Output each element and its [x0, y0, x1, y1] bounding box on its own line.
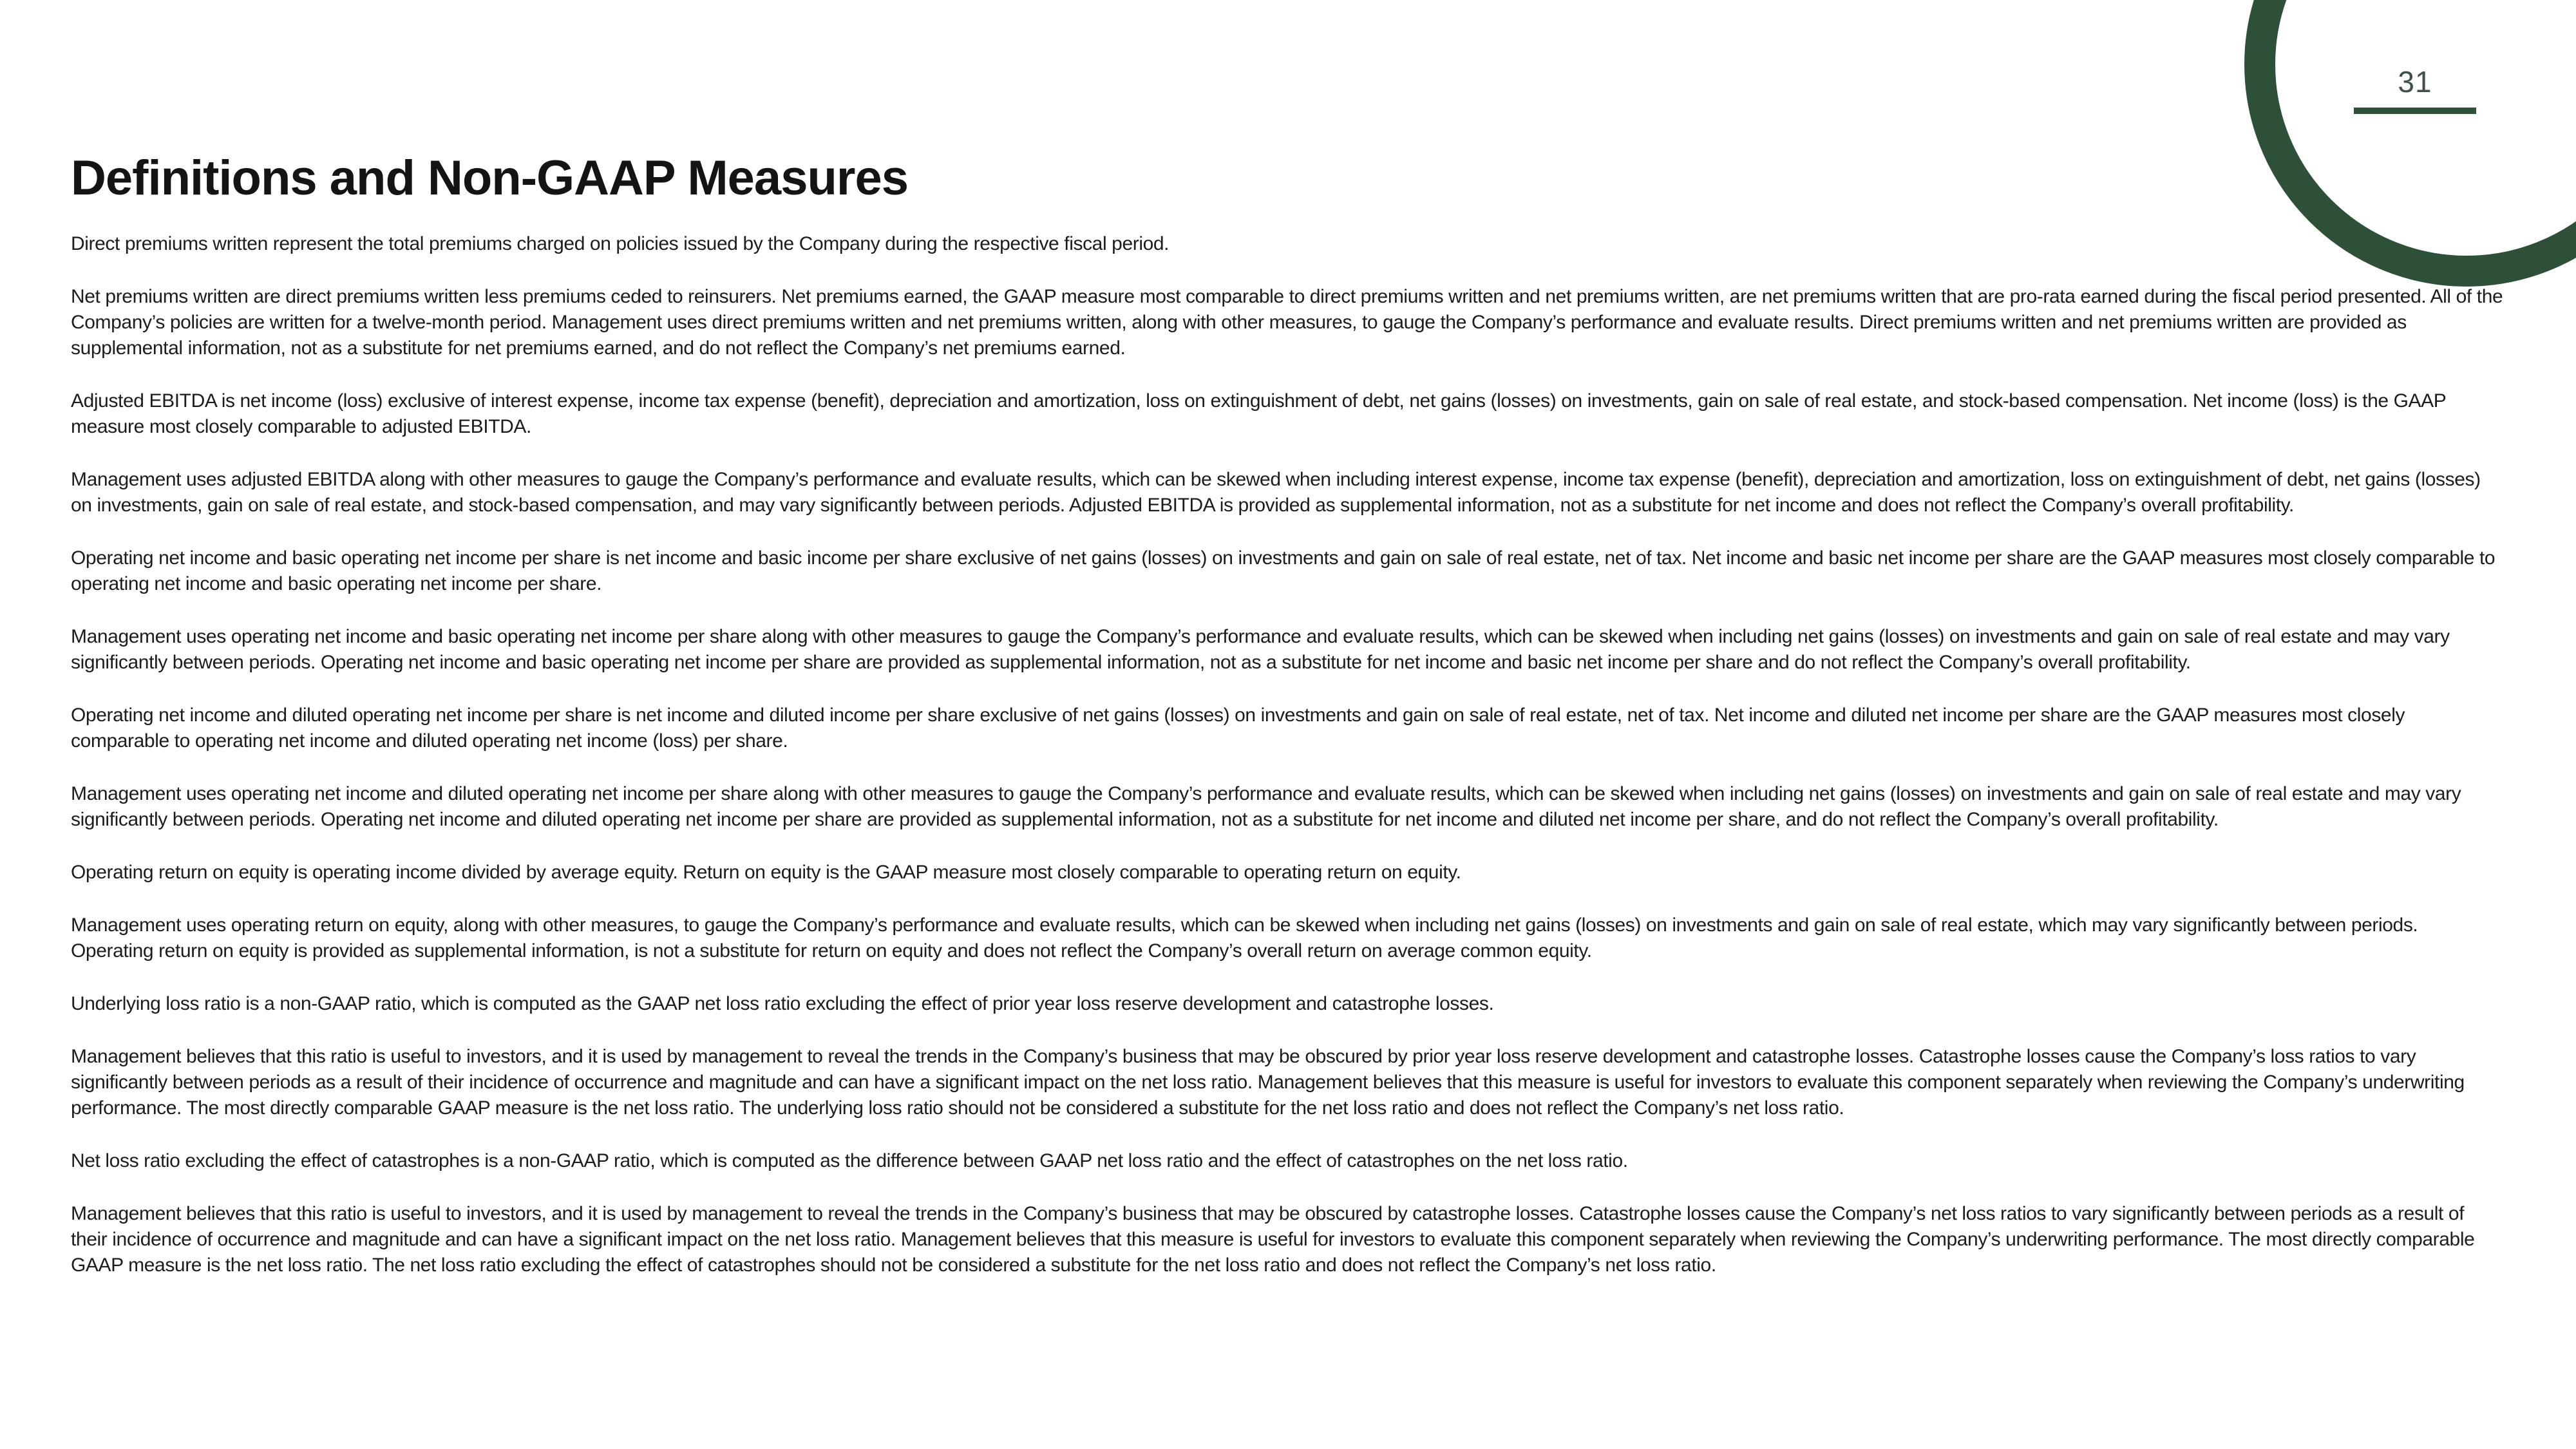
content-column — [71, 0, 2505, 1305]
page-title: Definitions and Non-GAAP Measures — [71, 151, 909, 205]
definition-paragraph-direct-premiums: Direct premiums written represent the total premiums charged on policies issued by the Company during the respective fiscal period. — [71, 233, 1170, 254]
definition-paragraph-basic-operating-income: Operating net income and basic operating net income per share is net income and basic income per share exclusive of net gains (losses) on investments and gain on sale of real estate, net of tax. Net income and basic net income per share are the GAAP measures most closely comparable to operating net income and basic operating net income per share. — [71, 547, 2496, 594]
definition-paragraph-net-loss-ratio-ex-cat-use: Management believes that this ratio is useful to investors, and it is used by management to reveal the trends in the Company’s business that may be obscured by catastrophe losses. Catastrophe losses cause the Company’s net loss ratios to vary significantly between periods as a result of their incidence of occurrence and magnitude and can have a significant impact on the net loss ratio. Management believes that this measure is useful for investors to evaluate this component separately when reviewing the Company’s underwriting performance. The most directly comparable GAAP measure is the net loss ratio. The net loss ratio excluding the effect of catastrophes should not be considered a substitute for the net loss ratio and does not reflect the Company’s net loss ratio. — [71, 1203, 2475, 1276]
definition-paragraph-adjusted-ebitda-use: Management uses adjusted EBITDA along with other measures to gauge the Company’s performance and evaluate results, which can be skewed when including interest expense, income tax expense (benefit), depreciation and amortization, loss on extinguishment of debt, net gains (losses) on investments, gain on sale of real estate, and stock-based compensation, and may vary significantly between periods. Adjusted EBITDA is provided as supplemental information, not as a substitute for net income and does not reflect the Company’s overall profitability. — [71, 469, 2481, 516]
page-number: 31 — [2398, 65, 2432, 99]
definition-paragraph-diluted-operating-income-use: Management uses operating net income and diluted operating net income per share along with other measures to gauge the Company’s performance and evaluate results, which can be skewed when including net gains (losses) on investments and gain on sale of real estate and may vary significantly between periods. Operating net income and diluted operating net income per share are provided as supplemental information, not as a substitute for net income and diluted net income per share, and do not reflect the Company’s overall profitability. — [71, 783, 2461, 830]
definition-paragraph-net-loss-ratio-ex-cat: Net loss ratio excluding the effect of catastrophes is a non-GAAP ratio, which is computed as the difference between GAAP net loss ratio and the effect of catastrophes on the net loss ratio. — [71, 1150, 1628, 1171]
definition-paragraph-operating-roe-use: Management uses operating return on equity, along with other measures, to gauge the Company’s performance and evaluate results, which can be skewed when including net gains (losses) on investments and gain on sale of real estate, which may vary significantly between periods. Operating return on equity is provided as supplemental information, is not a substitute for return on equity and does not reflect the Company’s overall return on average common equity. — [71, 914, 2418, 961]
definition-paragraph-diluted-operating-income: Operating net income and diluted operating net income per share is net income and diluted income per share exclusive of net gains (losses) on investments and gain on sale of real estate, net of tax. Net income and diluted net income per share are the GAAP measures most closely comparable to operating net income and diluted operating net income (loss) per share. — [71, 705, 2405, 752]
definition-paragraph-underlying-loss-ratio-use: Management believes that this ratio is useful to investors, and it is used by management to reveal the trends in the Company’s business that may be obscured by prior year loss reserve development and catastrophe losses. Catastrophe losses cause the Company’s loss ratios to vary significantly between periods as a result of their incidence of occurrence and magnitude and can have a significant impact on the net loss ratio. Management believes that this measure is useful for investors to evaluate this component separately when reviewing the Company’s underwriting performance. The most directly comparable GAAP measure is the net loss ratio. The underlying loss ratio should not be considered a substitute for the net loss ratio and does not reflect the Company’s net loss ratio. — [71, 1046, 2465, 1119]
definition-paragraph-basic-operating-income-use: Management uses operating net income and basic operating net income per share along with other measures to gauge the Company’s performance and evaluate results, which can be skewed when including net gains (losses) on investments and gain on sale of real estate and may vary significantly between periods. Operating net income and basic operating net income per share are provided as supplemental information, not as a substitute for net income and basic net income per share and do not reflect the Company’s overall profitability. — [71, 626, 2450, 673]
definition-paragraph-net-premiums: Net premiums written are direct premiums written less premiums ceded to reinsurers. Net premiums earned, the GAAP measure most comparable to direct premiums written and net premiums written, are net premiums written that are pro-rata earned during the fiscal period presented. All of the Company’s policies are written for a twelve-month period. Management uses direct premiums written and net premiums written, along with other measures, to gauge the Company’s performance and evaluate results. Direct premiums written and net premiums written are provided as supplemental information, not as a substitute for net premiums earned, and do not reflect the Company’s net premiums earned. — [71, 286, 2503, 359]
definition-paragraph-adjusted-ebitda: Adjusted EBITDA is net income (loss) exclusive of interest expense, income tax expense (benefit), depreciation and amortization, loss on extinguishment of debt, net gains (losses) on investments, gain on sale of real estate, and stock-based compensation. Net income (loss) is the GAAP measure most closely comparable to adjusted EBITDA. — [71, 390, 2446, 437]
definition-paragraph-underlying-loss-ratio: Underlying loss ratio is a non-GAAP ratio, which is computed as the GAAP net loss ratio excluding the effect of prior year loss reserve development and catastrophe losses. — [71, 993, 1494, 1014]
definition-paragraph-operating-roe: Operating return on equity is operating income divided by average equity. Return on equity is the GAAP measure most closely comparable to operating return on equity. — [71, 862, 1461, 883]
